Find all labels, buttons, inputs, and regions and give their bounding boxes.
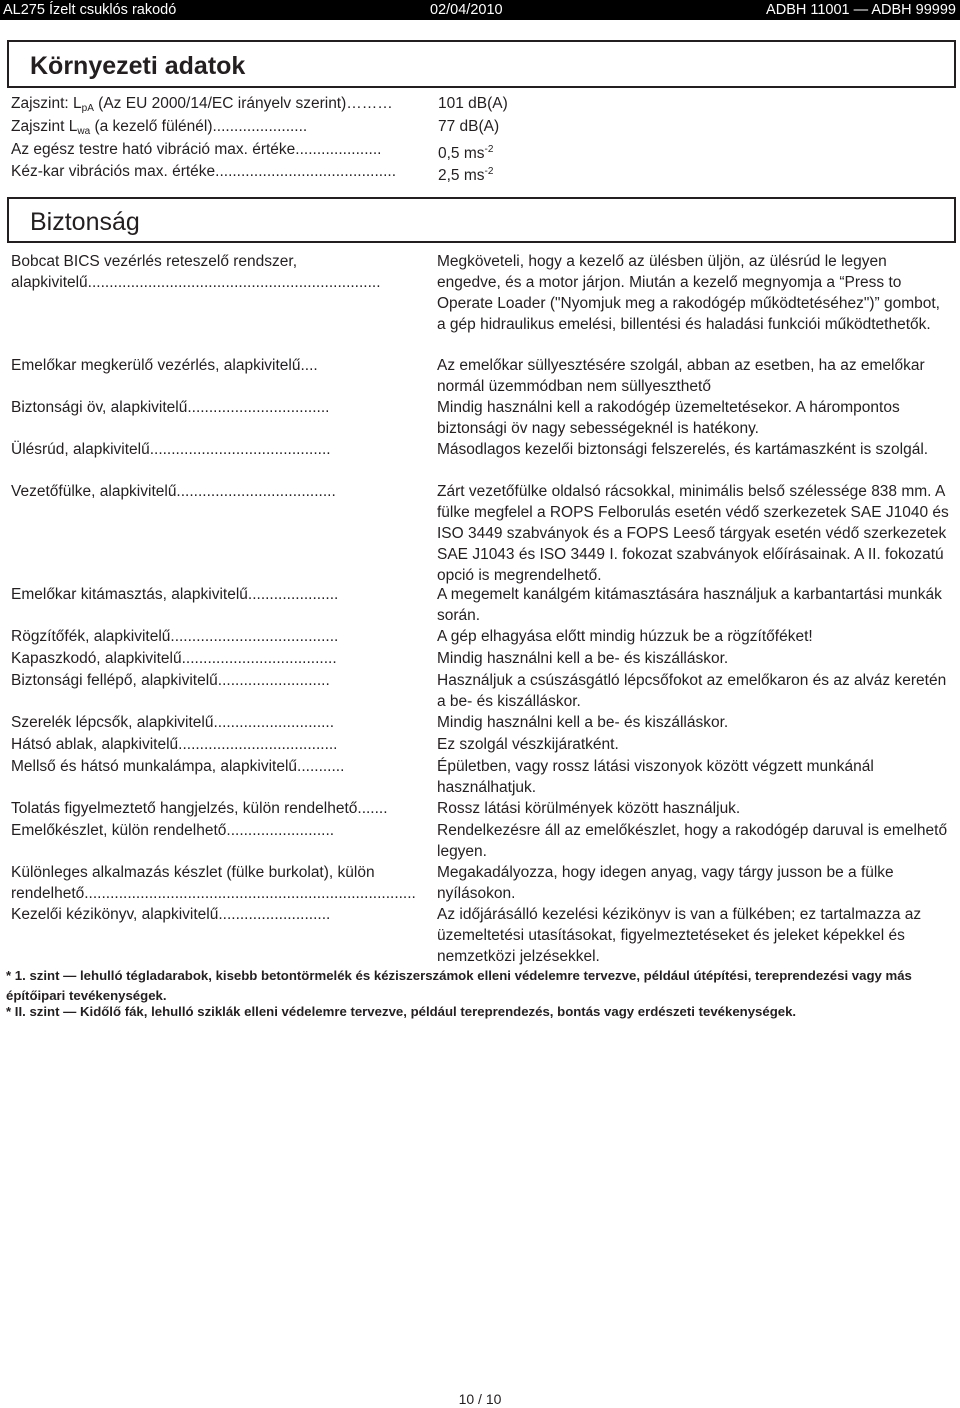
safety-item-description: Mindig használni kell a rakodógép üzemeltetésekor. A hárompontos biztonsági öv nagy sebességeknél is hatékony.: [437, 399, 900, 437]
env-label-row: [11, 117, 307, 142]
safety-item-label: Tolatás figyelmeztető hangjelzés, külön rendelhető.......: [11, 800, 388, 817]
safety-section-title-box: [7, 197, 956, 243]
safety-item-description: Mindig használni kell a be- és kiszálláskor.: [437, 650, 729, 667]
safety-item-label: Kezelői kézikönyv, alapkivitelű..........................: [11, 906, 331, 923]
safety-item-description: A megemelt kanálgém kitámasztására használjuk a karbantartási munkák során.: [437, 586, 942, 624]
env-value: [438, 140, 493, 164]
safety-item-label: Emelőkar kitámasztás, alapkivitelű.....................: [11, 586, 339, 603]
footnote-level-1: * 1. szint — lehulló tégladarabok, kisebb betontörmelék és kéziszerszámok elleni védelemre tervezve, például útépítési, tereprendezési vagy más építőipari tevékenységek.: [6, 968, 912, 1003]
safety-item-description: Megakadályozza, hogy idegen anyag, vagy tárgy jusson be a fülke nyílásokon.: [437, 864, 894, 902]
env-label-row: [11, 140, 381, 160]
safety-item-description: A gép elhagyása előtt mindig húzzuk be a rögzítőféket!: [437, 628, 813, 645]
env-label-text: Zajszint L: [11, 118, 78, 135]
safety-item-label: Mellső és hátsó munkalámpa, alapkivitelű...........: [11, 758, 345, 775]
page-header: [0, 0, 960, 20]
safety-item-label: Rögzítőfék, alapkivitelű.......................................: [11, 628, 339, 645]
env-label-text: (a kezelő fülénél)......................: [90, 118, 308, 135]
safety-item-description: Az emelőkar süllyesztésére szolgál, abban az esetben, ha az emelőkar normál üzemmódban nem süllyeszthető: [437, 357, 925, 395]
safety-item-label: Bobcat BICS vezérlés reteszelő rendszer, alapkivitelű....................................................................: [11, 253, 381, 291]
env-value: [438, 94, 508, 114]
safety-item-label: Emelőkar megkerülő vezérlés, alapkivitelű....: [11, 357, 318, 374]
serial-range: ADBH 11001 — ADBH 99999: [766, 2, 956, 18]
safety-item-description: Rossz látási körülmények között használjuk.: [437, 800, 741, 817]
env-value: [438, 162, 493, 186]
document-title: AL275 Ízelt csuklós rakodó: [3, 2, 177, 18]
safety-item-description: Mindig használni kell a be- és kiszálláskor.: [437, 714, 729, 731]
env-label-text: Az egész testre ható vibráció max. értéke....................: [11, 141, 382, 158]
safety-item-label: Kapaszkodó, alapkivitelű....................................: [11, 650, 337, 667]
safety-item-description: Az időjárásálló kezelési kézikönyv is van a fülkében; ez tartalmazza az üzemeltetési utasításokat, figyelmeztetéseket és jeleket képekkel és nemzetközi jelzésekkel.: [437, 906, 922, 965]
env-label-text: Kéz-kar vibrációs max. értéke..........................................: [11, 163, 397, 180]
safety-item-description: Megköveteli, hogy a kezelő az ülésben üljön, az ülésrúd le legyen engedve, és a motor járjon. Miután a kezelő megnyomja a “Press to Operate Loader ("Nyomjuk meg a rakodógép működtetéséhez")” gombot, a gép hidraulikus emelési, billentési és haladási funkciói működtethetők.: [437, 253, 940, 333]
safety-item-description: Használjuk a csúszásgátló lépcsőfokot az emelőkaron és az alváz keretén a be- és kiszálláskor.: [437, 672, 947, 710]
env-label-row: [11, 162, 396, 182]
safety-item-label: Hátsó ablak, alapkivitelű.....................................: [11, 736, 338, 753]
env-value-text: 101 dB(A): [438, 95, 508, 112]
safety-section-title: Biztonság: [30, 208, 140, 236]
safety-item-label: Biztonsági öv, alapkivitelű.................................: [11, 399, 330, 416]
safety-item-label: Különleges alkalmazás készlet (fülke burkolat), külön rendelhető.............................................................................: [11, 864, 416, 902]
env-label-subscript: wa: [77, 126, 91, 137]
env-value-superscript: -2: [484, 166, 494, 177]
env-value-superscript: -2: [484, 144, 494, 155]
environment-section-title: Környezeti adatok: [30, 52, 246, 80]
env-label-row: [11, 94, 393, 119]
env-value: [438, 117, 499, 137]
safety-item-label: Szerelék lépcsők, alapkivitelű............................: [11, 714, 335, 731]
safety-item-description: Rendelkezésre áll az emelőkészlet, hogy a rakodógép daruval is emelhető legyen.: [437, 822, 948, 860]
safety-item-label: Emelőkészlet, külön rendelhető.........................: [11, 822, 335, 839]
env-label-subscript: pA: [81, 103, 94, 114]
safety-item-description: Zárt vezetőfülke oldalsó rácsokkal, minimális belső szélessége 838 mm. A fülke megfelel a ROPS Felborulás esetén védő szerkezetek SAE J1040 és ISO 3449 szabványok és a FOPS Leeső tárgyak esetén védő szerkezetek SAE J1043 és ISO 3449 I. fokozat szabványok előírásainak. A II. fokozatú opció is megrendelhető.: [437, 483, 949, 584]
safety-item-description: Épületben, vagy rossz látási viszonyok között végzett munkánál használhatjuk.: [437, 758, 874, 796]
env-value-text: 0,5 ms: [438, 145, 485, 162]
env-label-text: Zajszint: L: [11, 95, 82, 112]
environment-section-title-box: [7, 40, 956, 88]
document-date: 02/04/2010: [430, 2, 503, 18]
safety-item-label: Biztonsági fellépő, alapkivitelű..........................: [11, 672, 330, 689]
page-number: 10 / 10: [458, 1391, 502, 1407]
env-value-text: 2,5 ms: [438, 167, 485, 184]
safety-item-description: Ez szolgál vészkijáratként.: [437, 736, 619, 753]
env-label-text: (Az EU 2000/14/EC irányelv szerint)………: [93, 95, 393, 112]
footnote-level-2: * II. szint — Kidőlő fák, lehulló sziklák elleni védelemre tervezve, például tereprendezés, bontás vagy erdészeti tevékenységek.: [6, 1004, 797, 1019]
safety-item-description: Másodlagos kezelői biztonsági felszerelés, és kartámaszként is szolgál.: [437, 441, 929, 458]
safety-item-label: Vezetőfülke, alapkivitelű.....................................: [11, 483, 336, 500]
safety-item-label: Ülésrúd, alapkivitelű..........................................: [11, 441, 331, 458]
env-value-text: 77 dB(A): [438, 118, 500, 135]
